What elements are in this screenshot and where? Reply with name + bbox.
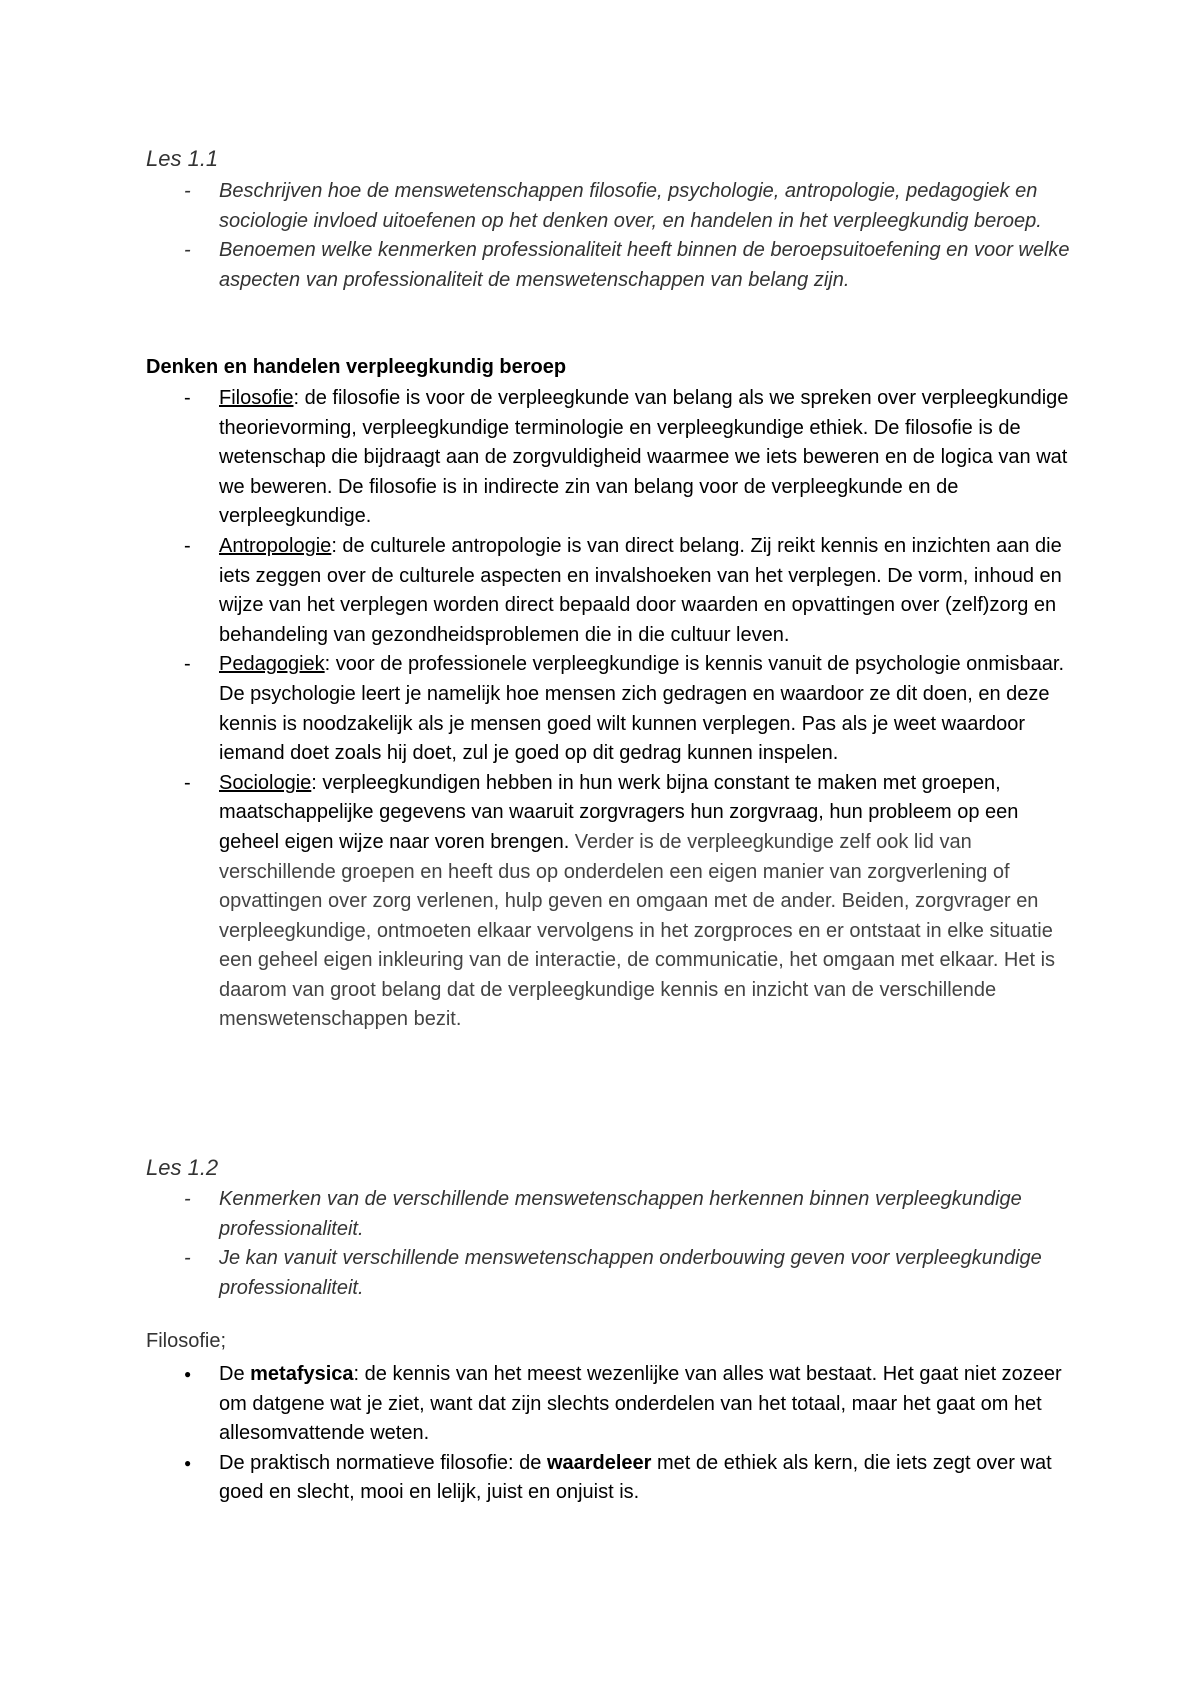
dash-marker: [184, 650, 204, 680]
term-antropologie: Antropologie: [219, 534, 332, 557]
bullet-marker: [184, 1360, 204, 1392]
dash-marker: [184, 1244, 204, 1274]
dash-marker: [184, 769, 204, 799]
list-item: - Pedagogiek: voor de professionele verpleegkundige is kennis vanuit de psychologie onmisbaar. De psychologie leert je namelijk hoe mensen zich gedragen en waardoor ze dit doen, en deze kennis is noodzakelijk als je mensen goed wilt kunnen verplegen. Pas als je weet waardoor iemand doet zoals hij doet, zul je goed op dit gedrag kunnen inspelen.: [146, 650, 1076, 768]
les-1-1-objectives: [146, 177, 1076, 295]
list-item: - Sociologie: verpleegkundigen hebben in hun werk bijna constant te maken met groepen, maatschappelijke gegevens van waaruit zorgvragers hun zorgvraag, hun probleem op een geheel eigen wijze naar voren brengen. Verder is de verpleegkundige zelf ook lid van verschillende groepen en heeft dus op onderdelen een eigen manier van zorgverlening of opvattingen over zorg verlenen, hulp geven en omgaan met de ander. Beiden, zorgvrager en verpleegkundige, ontmoeten elkaar vervolgens in het zorgproces en er ontstaat in elke situatie een geheel eigen inkleuring van de interactie, de communicatie, het omgaan met elkaar. Het is daarom van groot belang dat de verpleegkundige kennis en inzicht van de verschillende menswetenschappen bezit.: [146, 769, 1076, 1035]
list-item: ● De metafysica: de kennis van het meest wezenlijke van alles wat bestaat. Het gaat niet zozeer om datgene wat je ziet, want dat zijn slechts onderdelen van het totaal, maar het gaat om het allesomvattende weten.: [146, 1360, 1076, 1449]
dash-marker: [184, 384, 204, 414]
term-sociologie: Sociologie: [219, 771, 312, 794]
list-item: - Kenmerken van de verschillende menswetenschappen herkennen binnen verpleegkundige professionaliteit.: [146, 1185, 1076, 1244]
list-item: - Benoemen welke kenmerken professionaliteit heeft binnen de beroepsuitoefening en voor welke aspecten van professionaliteit de menswetenschappen van belang zijn.: [146, 236, 1076, 295]
list-item: - Je kan vanuit verschillende menswetenschappen onderbouwing geven voor verpleegkundige professionaliteit.: [146, 1244, 1076, 1303]
dash-marker: [184, 532, 204, 562]
dash-marker: [184, 177, 204, 207]
term-pedagogiek: Pedagogiek: [219, 653, 325, 676]
les-1-2-objectives: [146, 1185, 1076, 1303]
term-metafysica: metafysica: [250, 1363, 354, 1385]
denken-heading: Denken en handelen verpleegkundig beroep: [146, 356, 567, 378]
dash-marker: [184, 1185, 204, 1215]
filosofie-title: Filosofie;: [146, 1330, 227, 1352]
term-waardeleer: waardeleer: [546, 1451, 652, 1474]
menswetenschappen-list: [146, 384, 1076, 1035]
list-item: ● De praktisch normatieve filosofie: de waardeleer met de ethiek als kern, die iets zegt over wat goed en slecht, mooi en lelijk, juist en onjuist is.: [146, 1449, 1076, 1508]
dash-marker: [184, 236, 204, 266]
list-item: - Filosofie: de filosofie is voor de verpleegkunde van belang als we spreken over verpleegkundige theorievorming, verpleegkundige terminologie en verpleegkundige ethiek. De filosofie is de wetenschap die bijdraagt aan de zorgvuldigheid waarmee we iets beweren en de logica van wat we beweren. De filosofie is in indirecte zin van belang voor de verpleegkunde en de verpleegkundige.: [146, 384, 1076, 532]
list-item: - Beschrijven hoe de menswetenschappen filosofie, psychologie, antropologie, pedagogiek en sociologie invloed uitoefenen op het denken over, en handelen in het verpleegkundig beroep.: [146, 177, 1076, 236]
bullet-marker: [184, 1449, 204, 1481]
filosofie-list: [146, 1360, 1076, 1508]
list-item: - Antropologie: de culturele antropologie is van direct belang. Zij reikt kennis en inzichten aan die iets zeggen over de culturele aspecten en invalshoeken van het verplegen. De vorm, inhoud en wijze van het verplegen worden direct bepaald door waarden en opvattingen over (zelf)zorg en behandeling van gezondheidsproblemen die in die cultuur leven.: [146, 532, 1076, 650]
term-filosofie: Filosofie: [219, 387, 294, 409]
les-1-2-title: Les 1.2: [146, 1155, 219, 1180]
les-1-1-title: Les 1.1: [146, 146, 219, 171]
